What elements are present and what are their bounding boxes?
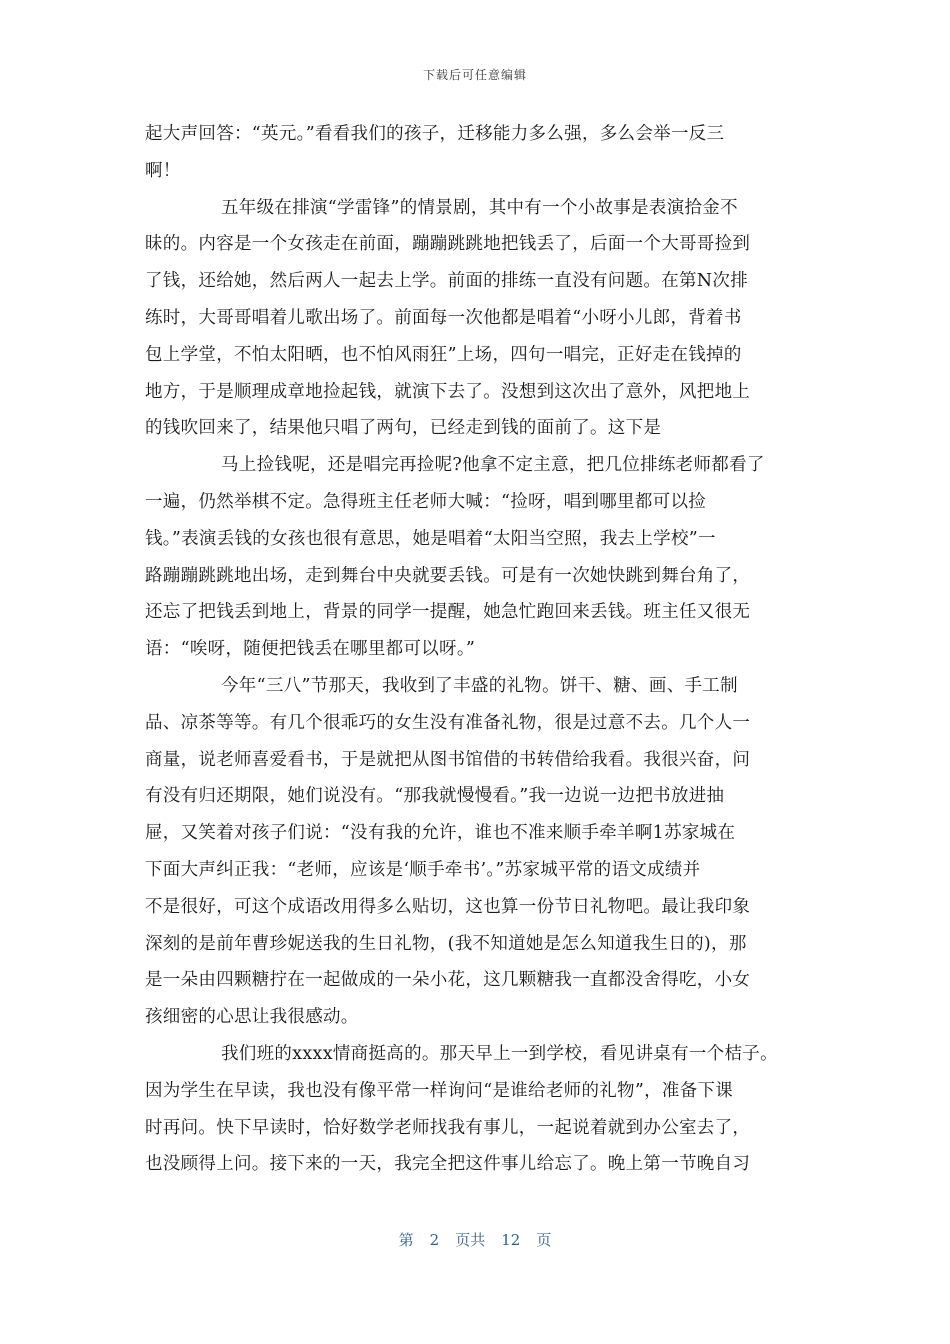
footer-page-number: 2 bbox=[429, 1231, 440, 1249]
text-line: 路蹦蹦跳跳地出场，走到舞台中央就要丢钱。可是有一次她快跳到舞台角了， bbox=[145, 565, 751, 586]
text-line: 一遍，仍然举棋不定。急得班主任老师大喊：“捡呀，唱到哪里都可以捡 bbox=[145, 491, 707, 512]
text-line: 孩细密的心思让我很感动。 bbox=[145, 1007, 359, 1028]
text-line: 包上学堂，不怕太阳晒，也不怕风雨狂”上场，四句一唱完，正好走在钱掉的 bbox=[145, 344, 742, 365]
text-line: 商量，说老师喜爱看书，于是就把从图书馆借的书转借给我看。我很兴奋，问 bbox=[145, 749, 751, 770]
text-line: 品、凉茶等等。有几个很乖巧的女生没有准备礼物，很是过意不去。几个人一 bbox=[145, 712, 751, 733]
text-line: 还忘了把钱丢到地上，背景的同学一提醒，她急忙跑回来丢钱。班主任又很无 bbox=[145, 602, 751, 623]
footer-total-pages: 12 bbox=[501, 1231, 521, 1249]
text-line: 今年“三八”节那天，我收到了丰盛的礼物。饼干、糖、画、手工制 bbox=[221, 675, 738, 696]
text-line: 马上捡钱呢，还是唱完再捡呢?他拿不定主意，把几位排练老师都看了 bbox=[221, 455, 765, 476]
document-body bbox=[145, 116, 825, 1183]
text-line: 有没有归还期限，她们说没有。“那我就慢慢看。”我一边说一边把书放进抽 bbox=[145, 786, 725, 807]
page-header: 下载后可任意编辑 bbox=[422, 68, 527, 82]
text-line: 屉，又笑着对孩子们说：“没有我的允许，谁也不准来顺手牵羊啊1苏家城在 bbox=[145, 823, 736, 844]
text-line: 语：“唉呀，随便把钱丢在哪里都可以呀。” bbox=[145, 639, 476, 660]
text-line: 了钱，还给她，然后两人一起去上学。前面的排练一直没有问题。在第N次排 bbox=[145, 271, 749, 292]
text-line: 地方，于是顺理成章地捡起钱，就演下去了。没想到这次出了意外，风把地上 bbox=[145, 381, 751, 402]
text-line: 啊！ bbox=[145, 160, 181, 181]
text-line: 深刻的是前年曹珍妮送我的生日礼物，(我不知道她是怎么知道我生日的)，那 bbox=[145, 933, 747, 954]
text-line: 的钱吹回来了，结果他只唱了两句，已经走到钱的面前了。这下是 bbox=[145, 418, 662, 439]
text-line: 下面大声纠正我：“老师，应该是‘顺手牵书’。”苏家城平常的语文成绩并 bbox=[145, 859, 701, 880]
text-line: 我们班的xxxx情商挺高的。那天早上一到学校，看见讲桌有一个桔子。 bbox=[221, 1043, 778, 1064]
text-line: 五年级在排演“学雷锋”的情景剧，其中有一个小故事是表演拾金不 bbox=[221, 197, 738, 218]
text-line: 练时，大哥哥唱着儿歌出场了。前面每一次他都是唱着“小呀小儿郎，背着书 bbox=[145, 307, 742, 328]
footer-suffix: 页 bbox=[536, 1231, 552, 1249]
footer-middle: 页共 bbox=[455, 1231, 486, 1249]
text-line: 昧的。内容是一个女孩走在前面，蹦蹦跳跳地把钱丢了，后面一个大哥哥捡到 bbox=[145, 234, 751, 255]
text-line: 起大声回答：“英元。”看看我们的孩子，迁移能力多么强，多么会举一反三 bbox=[145, 124, 725, 144]
text-line: 也没顾得上问。接下来的一天，我完全把这件事儿给忘了。晚上第一节晚自习 bbox=[145, 1154, 751, 1175]
page-footer bbox=[0, 1229, 950, 1250]
text-line: 不是很好，可这个成语改用得多么贴切，这也算一份节日礼物吧。最让我印象 bbox=[145, 896, 751, 917]
text-line: 钱。”表演丢钱的女孩也很有意思，她是唱着“太阳当空照，我去上学校”一 bbox=[145, 528, 716, 549]
text-line: 时再问。快下早读时，恰好数学老师找我有事儿，一起说着就到办公室去了， bbox=[145, 1117, 751, 1138]
footer-prefix: 第 bbox=[398, 1231, 414, 1249]
text-line: 是一朵由四颗糖拧在一起做成的一朵小花，这几颗糖我一直都没舍得吃，小女 bbox=[145, 970, 751, 991]
text-line: 因为学生在早读，我也没有像平常一样询问“是谁给老师的礼物”，准备下课 bbox=[145, 1080, 734, 1101]
